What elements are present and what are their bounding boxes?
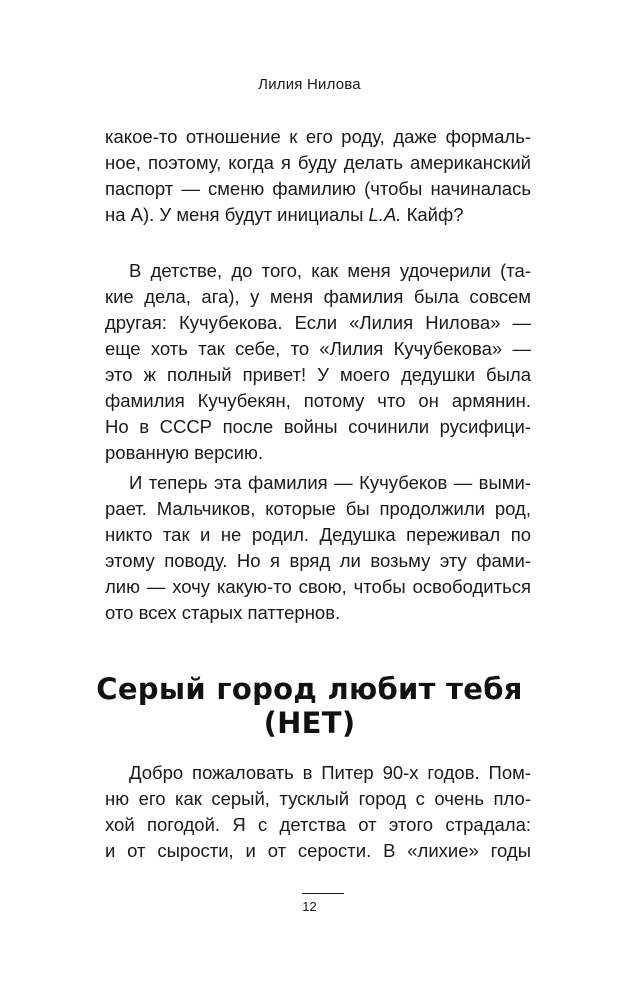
paragraph-4 <box>105 760 531 864</box>
running-head: Лилия Нилова <box>258 76 361 93</box>
text-line: никто так и не родил. Дедушка переживал по <box>105 524 531 545</box>
text-line: какое-то отношение к его роду, даже формаль- <box>105 126 531 147</box>
text-line: фамилия Кучубекян, потому что он армянин. <box>105 390 531 411</box>
paragraph-2 <box>105 258 531 466</box>
text-line: рованную версию. <box>105 442 263 463</box>
page-number: 12 <box>302 899 317 914</box>
text-line: ото всех старых паттернов. <box>105 602 341 623</box>
text-line: ню его как серый, тусклый город с очень пло- <box>105 788 531 809</box>
text-line: паспорт — сменю фамилию (чтобы начиналась <box>105 178 531 199</box>
text-line: кие дела, ага), у меня фамилия была совсем <box>105 286 531 307</box>
section-heading-line-2: (НЕТ) <box>263 706 356 740</box>
text-line: хой погодой. Я с детства от этого страдала: <box>105 814 531 835</box>
text-line: другая: Кучубекова. Если «Лилия Нилова» — <box>105 312 531 333</box>
section-heading <box>0 672 619 740</box>
initials-italic: L.A. <box>368 204 402 225</box>
text-line: Добро пожаловать в Питер 90-х годов. Пом- <box>129 762 531 783</box>
text-line: ное, поэтому, когда я буду делать американский <box>105 152 531 173</box>
text-line: рает. Мальчиков, которые бы продолжили род, <box>105 498 531 519</box>
text-line: этому поводу. Но я вряд ли возьму эту фами- <box>105 550 531 571</box>
text-fragment: Кайф? <box>401 204 464 225</box>
footer-rule <box>302 893 344 894</box>
text-line <box>105 202 531 228</box>
text-line: В детстве, до того, как меня удочерили (та- <box>129 260 531 281</box>
paragraph-1 <box>105 124 531 228</box>
text-fragment: на А). У меня будут инициалы <box>105 204 369 225</box>
text-line: это ж полный привет! У моего дедушки была <box>105 364 531 385</box>
text-line: Но в СССР после войны сочинили русифици- <box>105 416 531 437</box>
text-line: И теперь эта фамилия — Кучубеков — выми- <box>129 472 531 493</box>
text-line: еще хоть так себе, то «Лилия Кучубекова» — <box>105 338 531 359</box>
text-line: и от сырости, и от серости. В «лихие» годы <box>105 840 531 861</box>
paragraph-3 <box>105 470 531 626</box>
text-line: лию — хочу какую-то свою, чтобы освободиться <box>105 576 531 597</box>
section-heading-line-1: Серый город любит тебя <box>96 672 523 706</box>
